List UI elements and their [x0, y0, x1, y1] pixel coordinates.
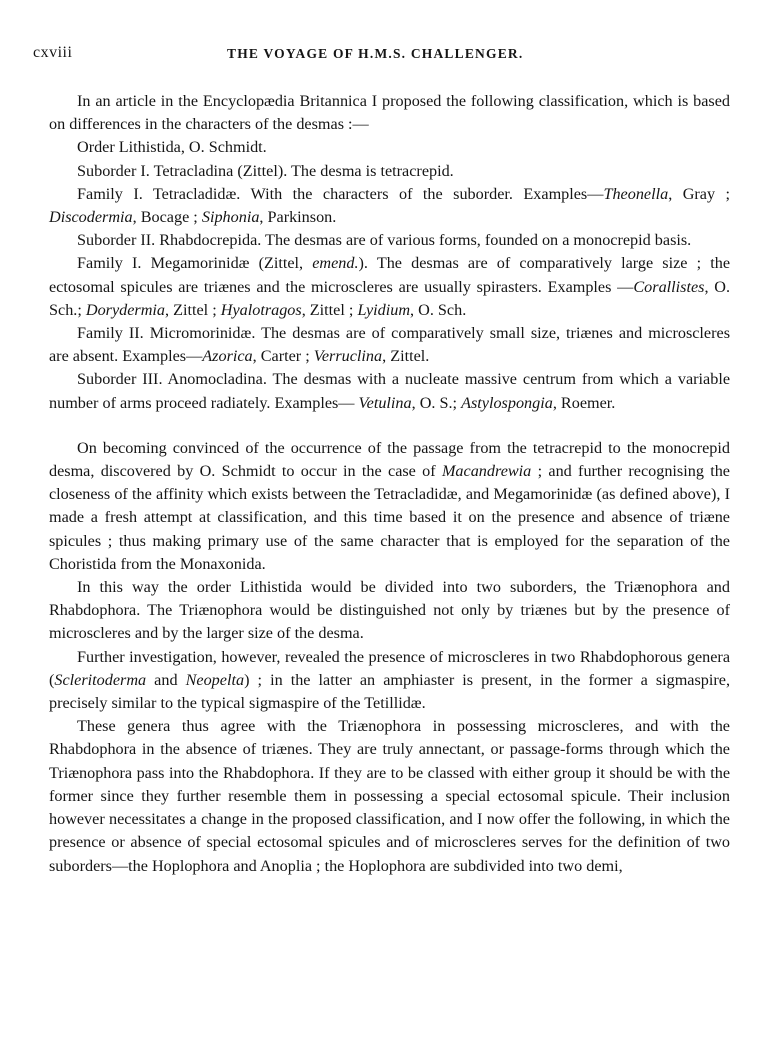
text-run: , O. Sch.;	[49, 277, 730, 319]
text-run: These genera thus agree with the Triænophora in possessing microscleres, and with the Rhabdophora in the absence of triænes. They are truly annectant, or passage-forms through which the Triænophora pass into the Rhabdophora. If they are to be classed with either group it should be with the former since they further resemble them in possessing a special ectosomal spicule. Their inclusion however necessitates a change in the proposed classification, and I now offer the following, in which the presence or absence of special ectosomal spicules and of microscleres serves for the definition of two suborders—the Hoplophora and Anoplia ; the Hoplophora are subdivided into two demi,	[49, 717, 730, 875]
text-run: , Parkinson.	[259, 208, 337, 227]
italic-text: Macandrewia	[441, 462, 532, 481]
italic-text: Lyidium	[357, 300, 411, 319]
paragraph	[49, 90, 730, 136]
running-title: THE VOYAGE OF H.M.S. CHALLENGER.	[227, 46, 524, 61]
paragraph	[49, 322, 730, 368]
paragraph	[49, 229, 730, 252]
italic-text: Theonella	[603, 184, 669, 203]
italic-text: Dorydermia	[85, 300, 166, 319]
text-run: ). The desmas are of comparatively large size ; the ectosomal spicules are triænes and the microscleres are usually spirasters. Examples —	[49, 254, 731, 296]
page-header	[33, 44, 730, 68]
italic-text: Siphonia	[201, 208, 260, 227]
text-run: Family I. Tetracladidæ. With the characters of the suborder. Examples—	[77, 184, 604, 203]
text-run: In this way the order Lithistida would be divided into two suborders, the Triænophora and Rhabdophora. The Triænophora would be distinguished not only by triænes but by the presence of microscleres and by the larger size of the desma.	[49, 578, 730, 643]
italic-text: Neopelta	[185, 670, 245, 689]
page-number: cxviii	[33, 44, 73, 61]
text-run: On becoming convinced of the occurrence of the passage from the tetracrepid to the monocrepid desma, discovered by O. Schmidt to occur in the case of	[49, 438, 730, 481]
text-run: Suborder II. Rhabdocrepida. The desmas are of various forms, founded on a monocrepid basis.	[77, 231, 692, 250]
text-run: Suborder III. Anomocladina. The desmas with a nucleate massive centrum from which a variable number of arms proceed radiately. Examples—	[49, 370, 730, 412]
text-run: ) ; in the latter an amphiaster is present, in the former a sigmaspire, precisely similar to the typical sigmaspire of the Tetillidæ.	[49, 670, 730, 713]
text-run: , O. Sch.	[410, 300, 467, 319]
document-page	[33, 44, 731, 878]
text-run: , Gray ;	[668, 184, 731, 203]
paragraph	[49, 368, 730, 414]
text-run: Further investigation, however, revealed the presence of microscleres in two Rhabdophorous genera (	[49, 647, 730, 689]
text-run: , Zittel ;	[165, 300, 221, 319]
paragraph	[49, 160, 730, 183]
italic-text: Azorica	[202, 347, 253, 366]
italic-text: Corallistes	[633, 277, 705, 296]
text-run: , Bocage ;	[132, 208, 202, 227]
text-run: In an article in the Encyclopædia Britannica I proposed the following classification, which is based on differences in the characters of the desmas :—	[49, 92, 730, 134]
paragraph	[49, 646, 730, 716]
italic-text: Hyalotragos	[220, 300, 302, 319]
paragraph	[49, 715, 730, 877]
text-run: and	[146, 670, 186, 689]
text-run: , Zittel ;	[301, 300, 358, 319]
paragraph	[49, 136, 730, 159]
body-text	[49, 90, 730, 878]
paragraph	[49, 252, 730, 322]
paragraph	[49, 437, 730, 576]
text-run: Family II. Micromorinidæ. The desmas are of comparatively small size, triænes and microscleres are absent. Examples—	[49, 324, 730, 366]
text-run: , O. S.;	[411, 393, 462, 412]
italic-text: Astylospongia	[461, 393, 553, 412]
paragraph	[49, 576, 730, 646]
italic-text: Vetulina	[358, 393, 412, 412]
text-run: Suborder I. Tetracladina (Zittel). The desma is tetracrepid.	[77, 161, 454, 180]
italic-text: Discodermia	[49, 208, 133, 227]
italic-text: Verruclina	[313, 347, 383, 366]
italic-text: emend.	[312, 254, 359, 273]
paragraph	[49, 183, 730, 229]
text-run: ; and further recognising the closeness of the affinity which exists between the Tetracladidæ, and Megamorinidæ (as defined above), I made a fresh attempt at classification, and this time based it on the presence and absence of triæne spicules ; thus making primary use of the same character that is employed for the separation of the Choristida from the Monaxonida.	[49, 462, 730, 573]
text-run: Order Lithistida, O. Schmidt.	[77, 138, 267, 157]
text-run: Family I. Megamorinidæ (Zittel,	[77, 254, 313, 273]
text-run: , Roemer.	[552, 393, 616, 412]
text-run: , Carter ;	[252, 347, 314, 366]
italic-text: Scleritoderma	[54, 670, 147, 689]
text-run: , Zittel.	[382, 347, 430, 366]
